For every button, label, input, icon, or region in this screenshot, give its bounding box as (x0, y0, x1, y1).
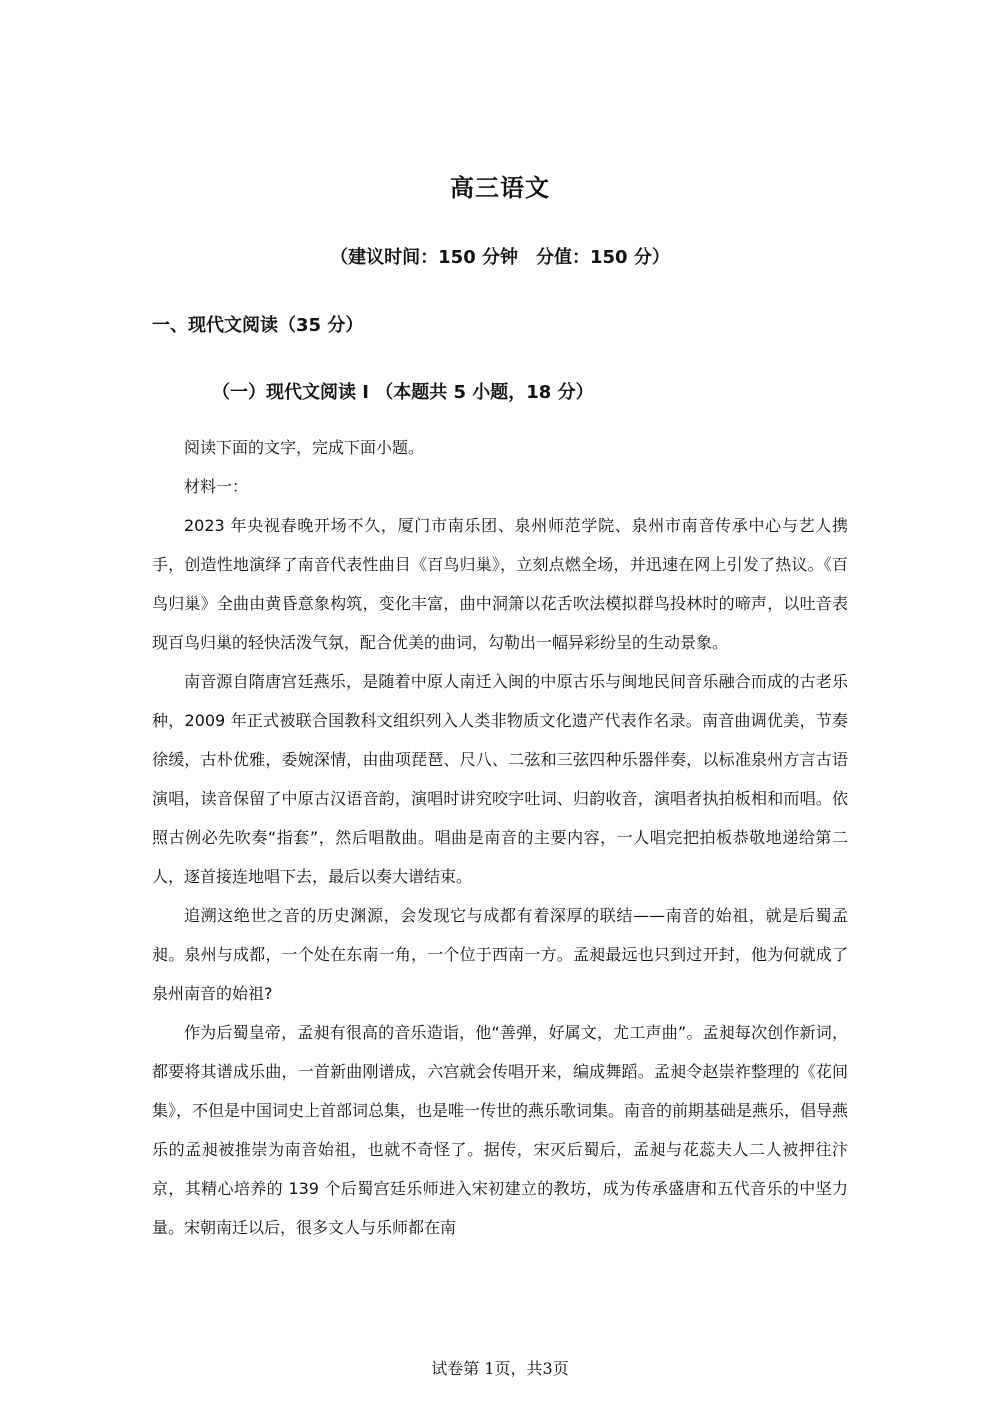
paragraph: 追溯这绝世之音的历史渊源，会发现它与成都有着深厚的联结——南音的始祖，就是后蜀孟昶。泉州与成都，一个处在东南一角，一个位于西南一方。孟昶最远也只到过开封，他为何就成了泉州南音的始祖? (152, 906, 848, 1003)
paragraph: 2023 年央视春晚开场不久，厦门市南乐团、泉州师范学院、泉州市南音传承中心与艺人携手，创造性地演绎了南音代表性曲目《百鸟归巢》，立刻点燃全场，并迅速在网上引发了热议。《百鸟归巢》全曲由黄昏意象构筑，变化丰富，曲中洞箫以花舌吹法模拟群鸟投林时的啼声，以吐音表现百鸟归巢的轻快活泼气氛，配合优美的曲词，勾勒出一幅异彩纷呈的生动景象。 (152, 516, 848, 652)
section-heading: 一、现代文阅读（35 分） (152, 315, 364, 336)
sub-section-heading: （一）现代文阅读 I （本题共 5 小题，18 分） (212, 382, 594, 403)
page-footer: 试卷第 1页，共3页 (431, 1359, 569, 1378)
paragraph: 作为后蜀皇帝，孟昶有很高的音乐造诣，他“善弹，好属文，尤工声曲”。孟昶每次创作新词，都要将其谱成乐曲，一首新曲刚谱成，六宫就会传唱开来，编成舞蹈。孟昶令赵崇祚整理的《花间集》，不但是中国词史上首部词总集，也是唯一传世的燕乐歌词集。南音的前期基础是燕乐，倡导燕乐的孟昶被推崇为南音始祖，也就不奇怪了。据传，宋灭后蜀后，孟昶与花蕊夫人二人被押往汴京，其精心培养的 139 个后蜀宫廷乐师进入宋初建立的教坊，成为传承盛唐和五代音乐的中坚力量。宋朝南迁以后，很多文人与乐师都在南 (152, 1023, 849, 1237)
page-title: 高三语文 (450, 174, 550, 202)
reading-passage (152, 428, 848, 1247)
paragraph: 南音源自隋唐宫廷燕乐，是随着中原人南迁入闽的中原古乐与闽地民间音乐融合而成的古老乐种，2009 年正式被联合国教科文组织列入人类非物质文化遗产代表作名录。南音曲调优美，节奏徐缓，古朴优雅，委婉深情，由曲项琵琶、尺八、二弦和三弦四种乐器伴奏，以标准泉州方言古语演唱，读音保留了中原古汉语音韵，演唱时讲究咬字吐词、归韵收音，演唱者执拍板相和而唱。依照古例必先吹奏“指套”，然后唱散曲。唱曲是南音的主要内容，一人唱完把拍板恭敬地递给第二人，逐首接连地唱下去，最后以奏大谱结束。 (152, 672, 848, 886)
material-label: 材料一： (184, 477, 249, 496)
instruction-text: 阅读下面的文字，完成下面小题。 (184, 438, 425, 457)
exam-info: （建议时间：150 分钟 分值：150 分） (330, 247, 670, 268)
